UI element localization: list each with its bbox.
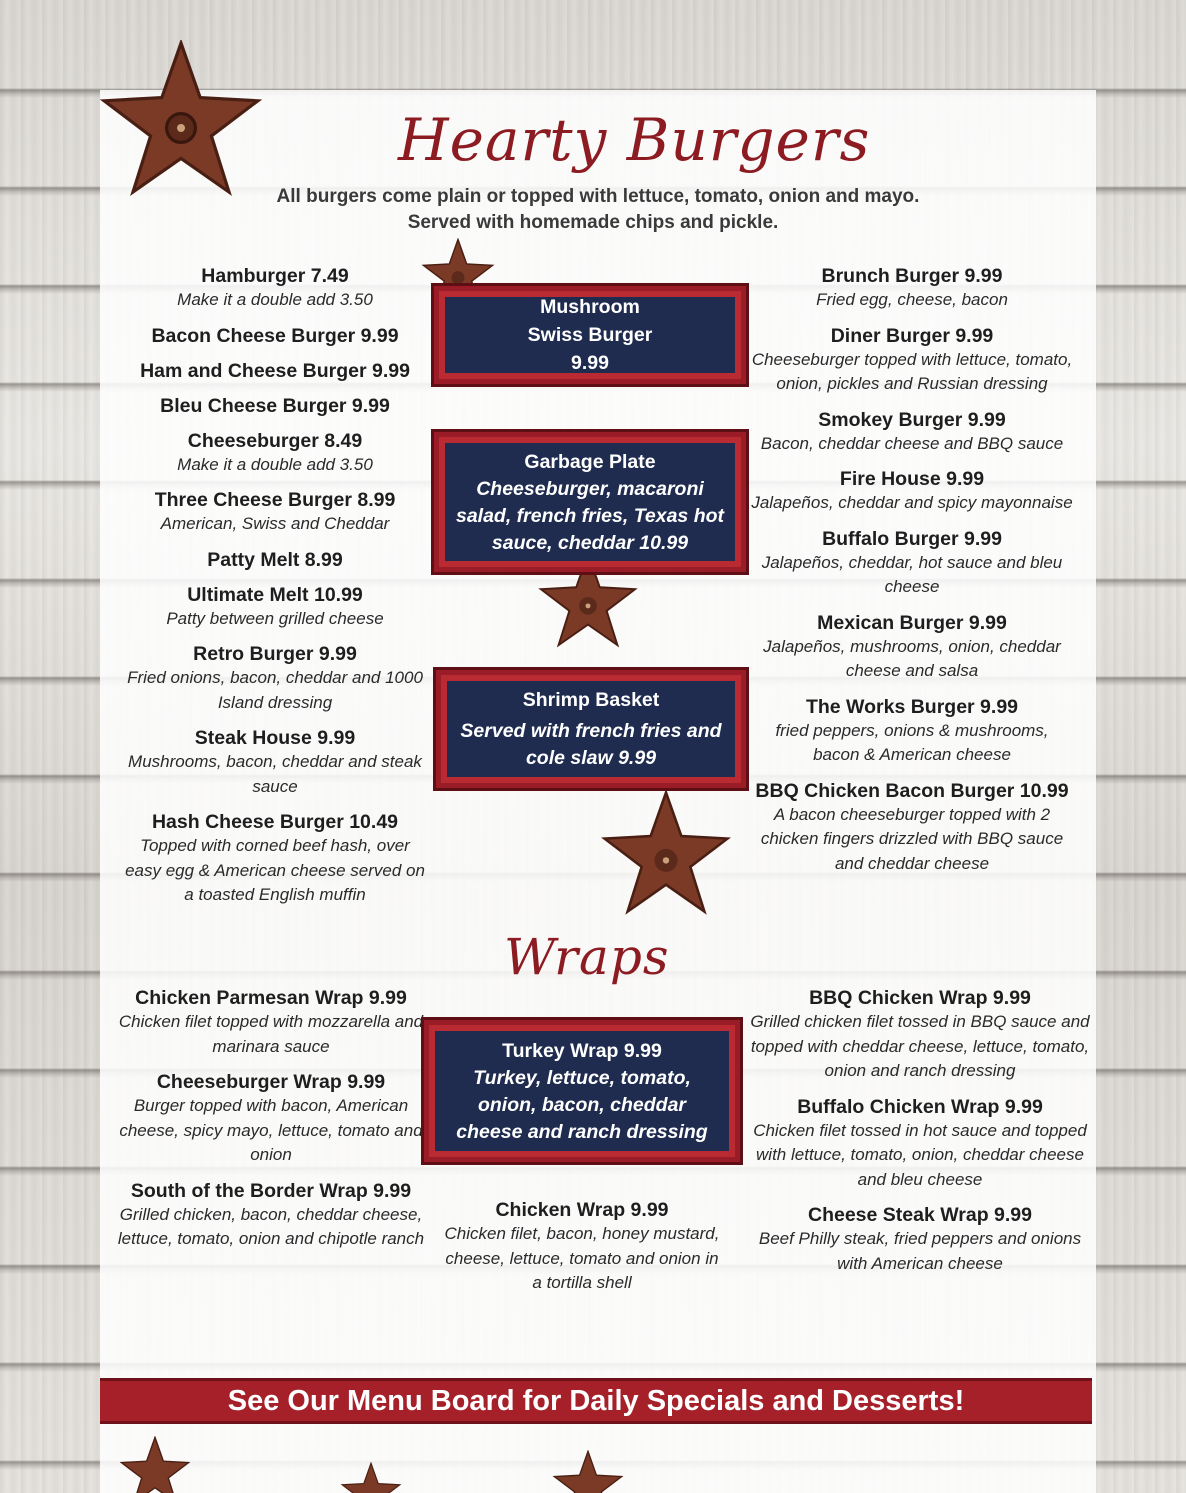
item-name: Ultimate Melt 10.99 (187, 583, 363, 606)
item-name: Cheeseburger Wrap 9.99 (156, 1071, 386, 1093)
item-desc: Burger topped with bacon, American cheese, spicy mayo, lettuce, tomato and onion (119, 1096, 423, 1164)
featured-item-name: Turkey Wrap 9.99 (502, 1039, 662, 1062)
item-name: Bacon Cheese Burger 9.99 (151, 324, 399, 347)
featured-item-desc: Cheeseburger, macaroni salad, french fries, Texas hot sauce, cheddar 10.99 (455, 477, 725, 554)
item-name: BBQ Chicken Wrap 9.99 (809, 987, 1031, 1009)
star-icon (598, 790, 734, 918)
item-desc: Mushrooms, bacon, cheddar and steak sauce (128, 752, 422, 796)
item-desc: Bacon, cheddar cheese and BBQ sauce (760, 433, 1064, 453)
item-desc: American, Swiss and Cheddar (160, 514, 390, 533)
wraps-title: Wraps (504, 928, 670, 986)
menu-item (120, 359, 430, 383)
subtitle-line-1: All burgers come plain or topped with lettuce, tomato, onion and mayo. (276, 186, 920, 207)
item-desc: Jalapeños, cheddar, hot sauce and bleu cheese (761, 552, 1063, 596)
star-icon (336, 1462, 406, 1493)
featured-box-shrimp-basket (436, 670, 746, 788)
item-name: Patty Melt 8.99 (207, 548, 343, 571)
subtitle-line-2: Served with homemade chips and pickle. (407, 212, 779, 233)
item-name: The Works Burger 9.99 (805, 695, 1019, 718)
item-desc: Chicken filet, bacon, honey mustard, cheese, lettuce, tomato and onion in a tortilla shell (444, 1224, 720, 1292)
item-name: BBQ Chicken Bacon Burger 10.99 (755, 779, 1069, 802)
burgers-right-column (750, 264, 1074, 887)
featured-item-desc: Turkey, lettuce, tomato, onion, bacon, cheddar cheese and ranch dressing (456, 1066, 708, 1143)
menu-item (750, 527, 1074, 600)
item-name: Buffalo Chicken Wrap 9.99 (797, 1095, 1043, 1118)
item-desc: Make it a double add 3.50 (177, 290, 373, 309)
menu-item (750, 408, 1074, 457)
item-desc: Make it a double add 3.50 (177, 454, 373, 474)
item-name: Hash Cheese Burger 10.49 (151, 811, 399, 833)
menu-item (750, 324, 1074, 397)
item-desc: Jalapeños, cheddar and spicy mayonnaise (751, 493, 1073, 512)
menu-item (750, 1095, 1090, 1193)
menu-item (750, 1203, 1090, 1276)
menu-item (440, 1198, 724, 1296)
item-desc: fried peppers, onions & mushrooms, bacon & American cheese (775, 720, 1049, 764)
menu-item (120, 583, 430, 632)
wraps-center-column (440, 1198, 724, 1307)
item-desc: Grilled chicken filet tossed in BBQ sauce and topped with cheddar cheese, lettuce, tomato, onion and ranch dressing (750, 1012, 1090, 1080)
item-name: Diner Burger 9.99 (830, 324, 994, 347)
featured-box-garbage-plate (434, 432, 746, 572)
item-name: Fire House 9.99 (839, 468, 985, 490)
wraps-right-column (750, 986, 1090, 1287)
burgers-left-column (120, 264, 430, 919)
item-desc: Fried egg, cheese, bacon (816, 290, 1008, 309)
menu-item (120, 394, 430, 418)
item-name: Hamburger 7.49 (201, 265, 349, 287)
item-name: Mexican Burger 9.99 (817, 611, 1007, 634)
menu-item (120, 810, 430, 908)
menu-item (120, 324, 430, 348)
item-desc: Topped with corned beef hash, over easy egg & American cheese served on a toasted English muffin (125, 836, 425, 904)
featured-item-desc: Served with french fries and cole slaw 9.99 (460, 720, 722, 769)
item-desc: Beef Philly steak, fried peppers and onions with American cheese (758, 1229, 1082, 1273)
item-desc: Chicken filet topped with mozzarella and marinara sauce (118, 1012, 424, 1056)
wraps-left-column (108, 986, 434, 1263)
featured-item-name: Shrimp Basket (522, 689, 660, 711)
menu-item (750, 611, 1074, 684)
star-icon (548, 1450, 628, 1493)
menu-item (108, 1179, 434, 1252)
item-name: Cheeseburger 8.49 (187, 429, 363, 452)
menu-item (750, 695, 1074, 768)
featured-item-name: Mushroom Swiss Burger 9.99 (527, 296, 653, 374)
menu-item (108, 986, 434, 1059)
item-name: Smokey Burger 9.99 (818, 408, 1006, 431)
item-name: Chicken Parmesan Wrap 9.99 (135, 987, 407, 1009)
menu-item (120, 548, 430, 572)
featured-item-name: Garbage Plate (524, 450, 656, 473)
item-desc: Chicken filet tossed in hot sauce and topped with lettuce, tomato, onion, cheddar cheese and bleu cheese (753, 1120, 1087, 1189)
item-name: Bleu Cheese Burger 9.99 (160, 394, 390, 417)
menu-item (750, 779, 1074, 877)
menu-item (120, 726, 430, 799)
featured-box-mushroom-swiss (434, 286, 746, 384)
item-name: Brunch Burger 9.99 (821, 265, 1003, 287)
footer-banner: See Our Menu Board for Daily Specials and Desserts! (100, 1378, 1092, 1424)
item-desc: Cheeseburger topped with lettuce, tomato, onion, pickles and Russian dressing (751, 349, 1073, 393)
menu-item (750, 467, 1074, 516)
item-name: South of the Border Wrap 9.99 (130, 1179, 412, 1202)
item-desc: Jalapeños, mushrooms, onion, cheddar cheese and salsa (763, 636, 1061, 680)
item-name: Buffalo Burger 9.99 (822, 527, 1002, 550)
page-title: Hearty Burgers (398, 106, 871, 174)
star-icon (120, 1436, 190, 1493)
menu-item (120, 264, 430, 313)
menu-item (120, 642, 430, 715)
item-name: Cheese Steak Wrap 9.99 (807, 1204, 1032, 1226)
item-name: Three Cheese Burger 8.99 (154, 489, 396, 511)
featured-box-turkey-wrap (424, 1020, 740, 1162)
menu-item (750, 264, 1074, 313)
item-name: Steak House 9.99 (194, 727, 356, 749)
menu-item (108, 1070, 434, 1168)
star-icon (96, 40, 266, 200)
menu-item (750, 986, 1090, 1084)
item-desc: A bacon cheeseburger topped with 2 chicken fingers drizzled with BBQ sauce and cheddar cheese (760, 804, 1064, 873)
item-desc: Patty between grilled cheese (166, 608, 384, 628)
item-name: Chicken Wrap 9.99 (495, 1199, 669, 1221)
item-name: Ham and Cheese Burger 9.99 (140, 359, 410, 382)
menu-item (120, 488, 430, 537)
item-name: Retro Burger 9.99 (193, 643, 357, 665)
item-desc: Grilled chicken, bacon, cheddar cheese, lettuce, tomato, onion and chipotle ranch (117, 1204, 425, 1248)
item-desc: Fried onions, bacon, cheddar and 1000 Island dressing (127, 668, 423, 712)
menu-item (120, 429, 430, 478)
